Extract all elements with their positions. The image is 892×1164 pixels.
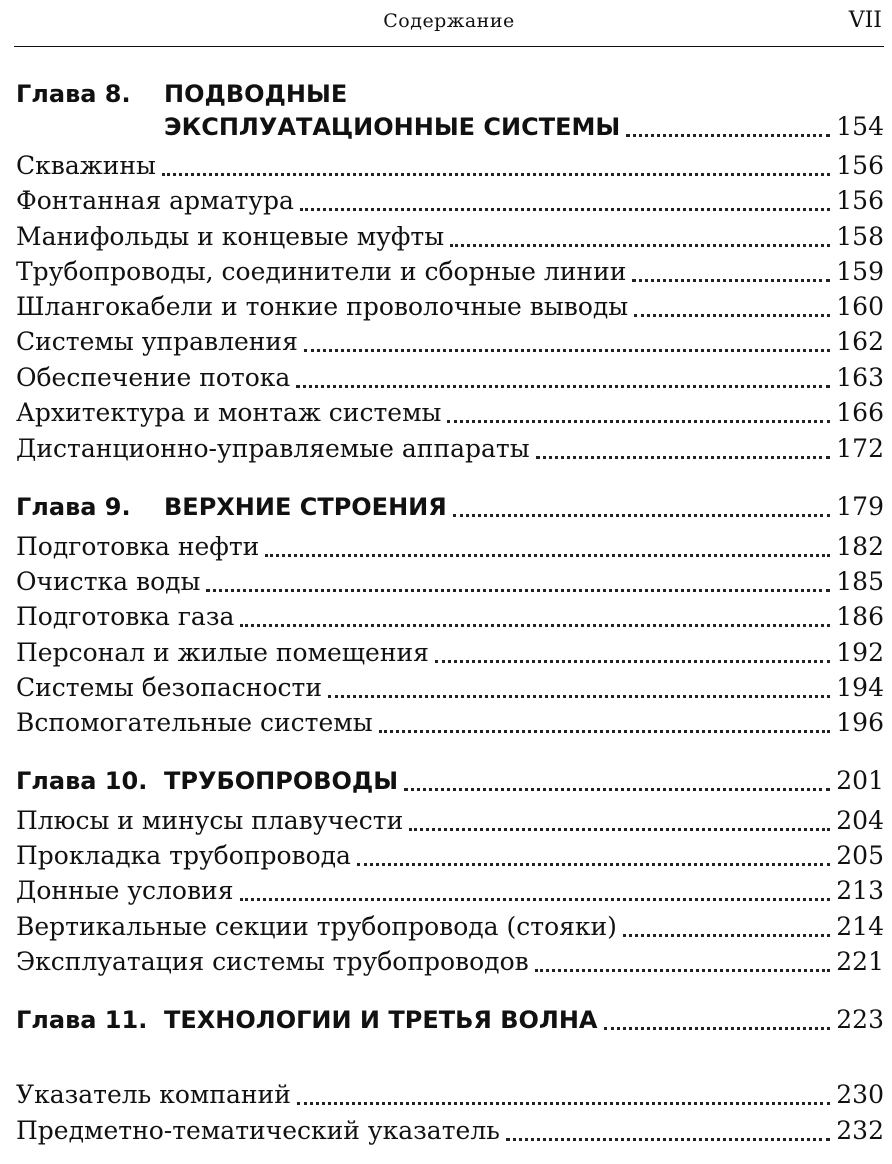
page-number: 166 — [836, 398, 884, 427]
toc-entry[interactable] — [16, 841, 884, 875]
leader-dots — [435, 660, 830, 663]
entry-title: Подготовка нефти — [16, 532, 260, 561]
entry-title: Архитектура и монтаж системы — [16, 398, 442, 427]
entry-title: Трубопроводы, соединители и сборные линии — [16, 257, 627, 286]
toc-entry[interactable] — [16, 806, 884, 840]
leader-dots — [409, 828, 830, 831]
page-number: 213 — [836, 876, 884, 905]
toc-entry[interactable] — [16, 876, 884, 910]
toc-entry[interactable] — [16, 602, 884, 636]
entry-title: Манифольды и концевые муфты — [16, 222, 445, 251]
page-number: 223 — [836, 1005, 884, 1034]
leader-dots — [632, 279, 830, 282]
page-number: 156 — [836, 151, 884, 180]
leader-dots — [162, 173, 830, 176]
leader-dots — [240, 898, 831, 901]
page-number: 201 — [836, 766, 884, 795]
toc-entry[interactable] — [16, 947, 884, 981]
leader-dots — [535, 969, 831, 972]
page-number: 172 — [836, 434, 884, 463]
entry-title: Шлангокабели и тонкие проволочные выводы — [16, 292, 629, 321]
toc-entry[interactable] — [16, 434, 884, 468]
entry-title: Обеспечение потока — [16, 363, 291, 392]
entry-title: Предметно-тематический указатель — [16, 1116, 500, 1145]
leader-dots — [404, 788, 830, 791]
page-number: 185 — [836, 567, 884, 596]
entry-title: Эксплуатация системы трубопроводов — [16, 947, 529, 976]
leader-dots — [265, 554, 830, 557]
toc-entry[interactable] — [16, 912, 884, 946]
page-number: 232 — [836, 1116, 884, 1145]
toc-entry[interactable] — [16, 1080, 884, 1114]
entry-title: Очистка воды — [16, 567, 201, 596]
toc-entry[interactable] — [16, 398, 884, 432]
toc-entry[interactable] — [16, 363, 884, 397]
page-number: 194 — [836, 673, 884, 702]
page-number: 179 — [836, 492, 884, 521]
toc-entry[interactable] — [16, 292, 884, 326]
leader-dots — [447, 420, 830, 423]
chapter-title: ПОДВОДНЫЕ — [164, 80, 348, 108]
leader-dots — [357, 863, 830, 866]
toc-entry[interactable] — [16, 567, 884, 601]
page-number: 221 — [836, 947, 884, 976]
page-number: 192 — [836, 638, 884, 667]
chapter-9-heading[interactable] — [16, 492, 884, 526]
chapter-title: ВЕРХНИЕ СТРОЕНИЯ — [164, 493, 447, 521]
entry-title: Фонтанная арматура — [16, 186, 294, 215]
chapter-title: ЭКСПЛУАТАЦИОННЫЕ СИСТЕМЫ — [164, 113, 621, 141]
entry-title: Донные условия — [16, 876, 234, 905]
entry-title: Скважины — [16, 151, 156, 180]
chapter-number: Глава 11. — [16, 1006, 148, 1034]
toc-entry[interactable] — [16, 222, 884, 256]
header-page-number: VII — [848, 8, 882, 33]
entry-title: Персонал и жилые помещения — [16, 638, 429, 667]
page-number: 186 — [836, 602, 884, 631]
chapter-8-heading-line1 — [16, 80, 347, 114]
leader-dots — [300, 208, 830, 211]
chapter-number: Глава 9. — [16, 493, 131, 521]
running-title: Содержание — [383, 10, 515, 32]
toc-entry[interactable] — [16, 708, 884, 742]
entry-title: Плюсы и минусы плавучести — [16, 806, 404, 835]
toc-entry[interactable] — [16, 532, 884, 566]
entry-title: Вертикальные секции трубопровода (стояки) — [16, 912, 617, 941]
entry-title: Прокладка трубопровода — [16, 841, 351, 870]
chapter-title: ТЕХНОЛОГИИ И ТРЕТЬЯ ВОЛНА — [164, 1006, 598, 1034]
leader-dots — [634, 314, 830, 317]
toc-entry[interactable] — [16, 1116, 884, 1150]
chapter-number: Глава 10. — [16, 767, 148, 795]
chapter-number: Глава 8. — [16, 80, 131, 108]
page-number: 158 — [836, 222, 884, 251]
leader-dots — [623, 934, 830, 937]
page-number: 204 — [836, 806, 884, 835]
page-number: 230 — [836, 1080, 884, 1109]
toc-entry[interactable] — [16, 257, 884, 291]
page-number: 160 — [836, 292, 884, 321]
leader-dots — [206, 589, 830, 592]
entry-title: Вспомогательные системы — [16, 708, 373, 737]
toc-entry[interactable] — [16, 186, 884, 220]
leader-dots — [506, 1138, 830, 1141]
entry-title: Указатель компаний — [16, 1080, 291, 1109]
leader-dots — [296, 385, 830, 388]
toc-entry[interactable] — [16, 638, 884, 672]
page-number: 182 — [836, 532, 884, 561]
page-number: 162 — [836, 327, 884, 356]
chapter-8-heading-line2[interactable] — [16, 112, 884, 146]
entry-title: Системы безопасности — [16, 673, 323, 702]
leader-dots — [297, 1102, 830, 1105]
entry-title: Подготовка газа — [16, 602, 235, 631]
page-number: 159 — [836, 257, 884, 286]
page-header — [14, 0, 884, 47]
toc-entry[interactable] — [16, 327, 884, 361]
leader-dots — [450, 244, 830, 247]
chapter-title: ТРУБОПРОВОДЫ — [164, 767, 399, 795]
page-number: 196 — [836, 708, 884, 737]
leader-dots — [240, 624, 830, 627]
chapter-11-heading[interactable] — [16, 1005, 884, 1039]
entry-title: Системы управления — [16, 327, 298, 356]
entry-title: Дистанционно-управляемые аппараты — [16, 434, 530, 463]
toc-entry[interactable] — [16, 151, 884, 185]
leader-dots — [453, 514, 831, 517]
page-number: 214 — [836, 912, 884, 941]
leader-dots — [379, 730, 831, 733]
chapter-10-heading[interactable] — [16, 766, 884, 800]
page-number: 205 — [836, 841, 884, 870]
leader-dots — [626, 134, 830, 137]
leader-dots — [328, 695, 830, 698]
leader-dots — [536, 456, 831, 459]
page-number: 163 — [836, 363, 884, 392]
toc-entry[interactable] — [16, 673, 884, 707]
page-number: 154 — [836, 112, 884, 141]
leader-dots — [604, 1027, 831, 1030]
page-number: 156 — [836, 186, 884, 215]
leader-dots — [304, 349, 830, 352]
